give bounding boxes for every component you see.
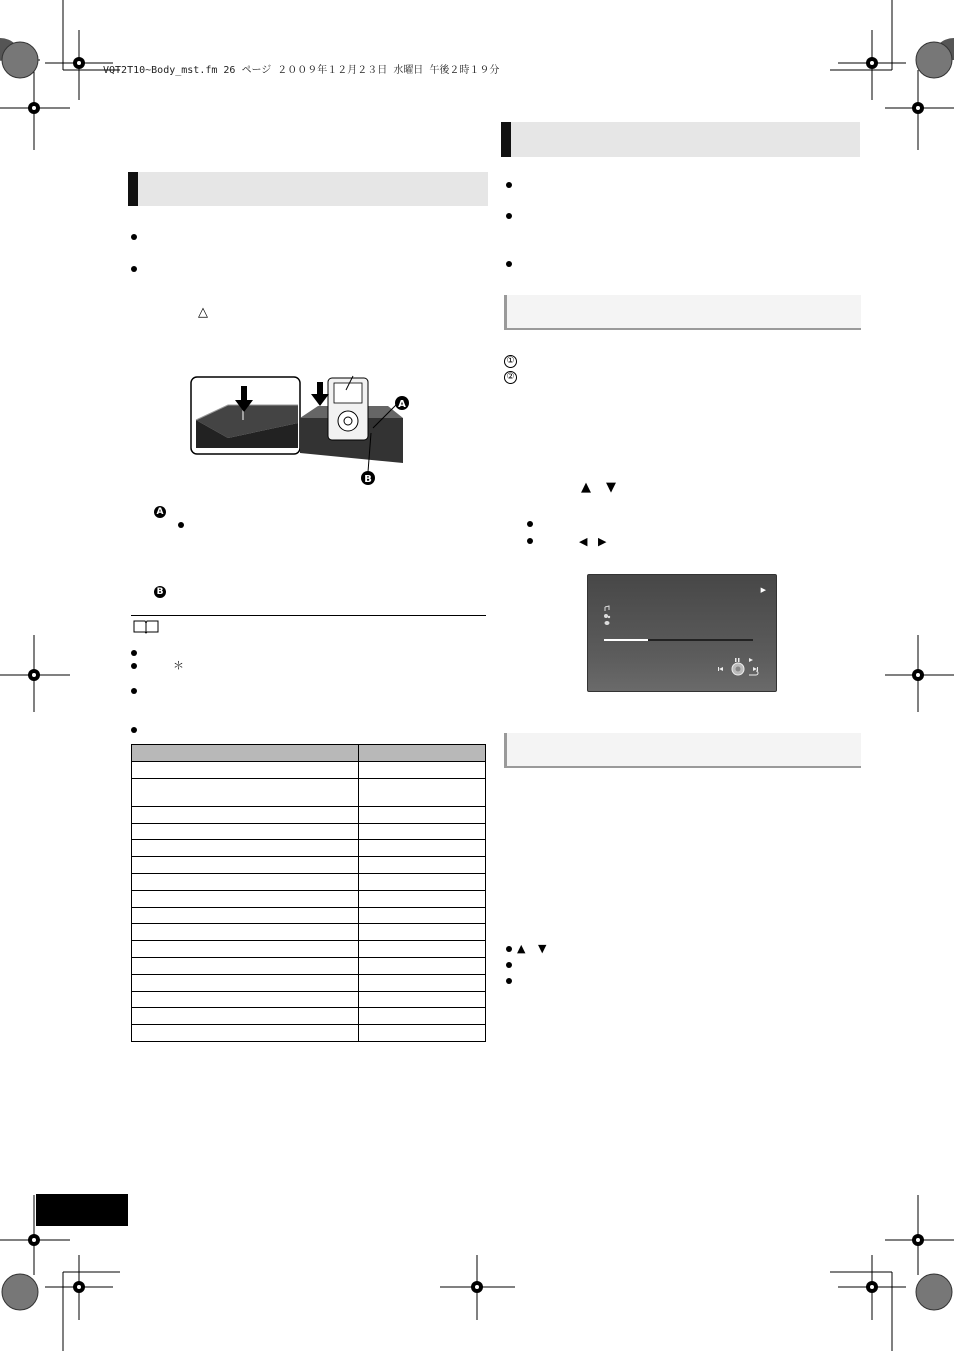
bullet bbox=[131, 266, 137, 272]
table-cell bbox=[132, 823, 359, 840]
bullet bbox=[506, 946, 512, 952]
table-row bbox=[132, 890, 486, 907]
table-cell bbox=[359, 873, 486, 890]
section-header-right bbox=[501, 122, 860, 157]
table-row bbox=[132, 873, 486, 890]
bullet bbox=[527, 538, 533, 544]
table-row bbox=[132, 907, 486, 924]
table-cell bbox=[359, 907, 486, 924]
bullet bbox=[131, 688, 137, 694]
label-a-badge: A bbox=[154, 506, 166, 518]
remote-control-icons bbox=[718, 657, 762, 679]
table-cell bbox=[132, 806, 359, 823]
table-cell bbox=[359, 1025, 486, 1042]
book-note-icon bbox=[133, 619, 159, 634]
table-row bbox=[132, 806, 486, 823]
down-arrow-icon: ▼ bbox=[538, 942, 547, 955]
table-row bbox=[132, 778, 486, 806]
section-header-left bbox=[128, 172, 488, 206]
color-wheel-icon bbox=[0, 38, 954, 1310]
file-info-header: VQT2T10~Body_mst.fm 26 ページ ２００９年１２月２３日 水曜日 午後２時１９分 bbox=[103, 65, 500, 76]
note-divider bbox=[131, 615, 486, 616]
step-2-marker: ② bbox=[504, 371, 517, 384]
track-info-icons bbox=[603, 605, 611, 627]
table-row bbox=[132, 941, 486, 958]
section-tab bbox=[128, 172, 138, 206]
bullet bbox=[131, 727, 137, 733]
left-arrow-icon: ◀ bbox=[579, 535, 588, 548]
table-cell bbox=[359, 823, 486, 840]
play-indicator: ▶ bbox=[760, 586, 766, 594]
table-cell bbox=[132, 1008, 359, 1025]
table-row bbox=[132, 957, 486, 974]
table-cell bbox=[132, 1025, 359, 1042]
table-cell bbox=[132, 974, 359, 991]
subsection-header bbox=[504, 733, 861, 768]
table-cell bbox=[132, 957, 359, 974]
table-cell bbox=[132, 873, 359, 890]
table-cell bbox=[359, 890, 486, 907]
step-1-marker: ① bbox=[504, 355, 517, 368]
ipod-dock-illustration bbox=[188, 368, 418, 486]
bullet bbox=[506, 978, 512, 984]
bullet bbox=[506, 962, 512, 968]
table-header-cell bbox=[359, 745, 486, 762]
table-cell bbox=[132, 991, 359, 1008]
up-arrow-icon: ▲ bbox=[517, 942, 526, 955]
subsection-header bbox=[504, 295, 861, 330]
table-cell bbox=[132, 840, 359, 857]
bullet bbox=[506, 182, 512, 188]
table-cell bbox=[359, 778, 486, 806]
table-row bbox=[132, 974, 486, 991]
table-cell bbox=[132, 890, 359, 907]
page-number-tab bbox=[36, 1194, 128, 1226]
table-cell bbox=[359, 941, 486, 958]
table-row bbox=[132, 1025, 486, 1042]
playback-screen bbox=[587, 574, 777, 692]
table-row bbox=[132, 991, 486, 1008]
table-cell bbox=[359, 806, 486, 823]
bullet bbox=[527, 521, 533, 527]
table-header-cell bbox=[132, 745, 359, 762]
right-arrow-icon: ▶ bbox=[598, 535, 607, 548]
down-arrow-icon: ▼ bbox=[606, 480, 616, 495]
table-cell bbox=[359, 857, 486, 874]
table-cell bbox=[132, 924, 359, 941]
table-cell bbox=[359, 1008, 486, 1025]
table-cell bbox=[132, 857, 359, 874]
callout-b-label: B bbox=[364, 474, 372, 485]
table-row bbox=[132, 840, 486, 857]
table-header-row bbox=[132, 745, 486, 762]
bullet bbox=[131, 650, 137, 656]
progress-fill bbox=[604, 639, 648, 641]
table-row bbox=[132, 857, 486, 874]
bullet bbox=[178, 522, 184, 528]
table-cell bbox=[359, 924, 486, 941]
table-cell bbox=[132, 762, 359, 779]
table-row bbox=[132, 823, 486, 840]
table-cell bbox=[359, 957, 486, 974]
asterisk-symbol: ＊ bbox=[173, 659, 184, 672]
table-cell bbox=[132, 941, 359, 958]
table-cell bbox=[132, 778, 359, 806]
table-row bbox=[132, 1008, 486, 1025]
section-tab bbox=[501, 122, 511, 157]
table-cell bbox=[359, 974, 486, 991]
table-cell bbox=[359, 840, 486, 857]
label-b-badge: B bbox=[154, 586, 166, 598]
compatibility-table bbox=[131, 744, 486, 1042]
up-arrow-icon: ▲ bbox=[581, 480, 591, 495]
bullet bbox=[506, 213, 512, 219]
bullet bbox=[506, 261, 512, 267]
table-row bbox=[132, 762, 486, 779]
bullet bbox=[131, 234, 137, 240]
callout-a-label: A bbox=[398, 399, 406, 410]
bullet bbox=[131, 663, 137, 669]
table-cell bbox=[359, 991, 486, 1008]
triangle-symbol: △ bbox=[198, 305, 208, 320]
table-cell bbox=[132, 907, 359, 924]
table-cell bbox=[359, 762, 486, 779]
table-row bbox=[132, 924, 486, 941]
